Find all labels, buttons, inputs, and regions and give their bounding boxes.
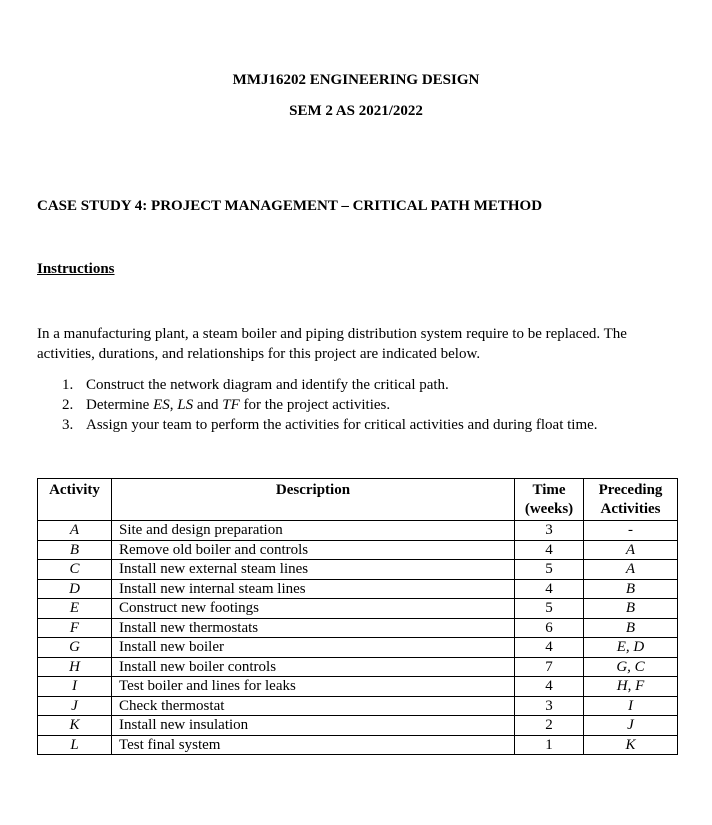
time-cell: 3: [515, 521, 584, 541]
task-item: [62, 395, 598, 415]
activity-cell: F: [38, 618, 112, 638]
activity-cell: D: [38, 579, 112, 599]
time-cell: 4: [515, 677, 584, 697]
header-time-line1: Time: [532, 482, 566, 498]
header-preceding-line1: Preceding: [598, 482, 663, 498]
description-cell: Install new boiler: [112, 638, 515, 658]
description-cell: Site and design preparation: [112, 521, 515, 541]
time-cell: 4: [515, 540, 584, 560]
preceding-cell: A: [584, 540, 678, 560]
table-row: [38, 579, 678, 599]
preceding-cell: I: [584, 696, 678, 716]
table-row: [38, 599, 678, 619]
activity-cell: C: [38, 560, 112, 580]
description-cell: Install new boiler controls: [112, 657, 515, 677]
description-cell: Install new insulation: [112, 716, 515, 736]
activity-cell: J: [38, 696, 112, 716]
table-row: [38, 677, 678, 697]
description-cell: Test boiler and lines for leaks: [112, 677, 515, 697]
preceding-cell: B: [584, 599, 678, 619]
activity-cell: H: [38, 657, 112, 677]
activity-cell: E: [38, 599, 112, 619]
time-cell: 6: [515, 618, 584, 638]
table-row: [38, 618, 678, 638]
term-ls: LS: [177, 397, 194, 413]
table-row: [38, 716, 678, 736]
description-cell: Construct new footings: [112, 599, 515, 619]
time-cell: 3: [515, 696, 584, 716]
semester-label: SEM 2 AS 2021/2022: [289, 103, 423, 119]
description-cell: Install new internal steam lines: [112, 579, 515, 599]
preceding-cell: B: [584, 618, 678, 638]
table-header-row: [38, 479, 678, 521]
task-text: Construct the network diagram and identify the critical path.: [86, 377, 449, 393]
task-number: 3.: [62, 417, 74, 433]
table-row: [38, 540, 678, 560]
time-cell: 2: [515, 716, 584, 736]
header-time: [515, 479, 584, 521]
header-preceding-line2: Activities: [600, 500, 661, 517]
intro-paragraph: In a manufacturing plant, a steam boiler and piping distribution system require to be replaced. The activities, durations, and relationships for this project are indicated below.: [37, 326, 627, 362]
time-cell: 5: [515, 560, 584, 580]
task-text-sep: and: [193, 397, 223, 413]
activity-cell: I: [38, 677, 112, 697]
case-study-title: CASE STUDY 4: PROJECT MANAGEMENT – CRITICAL PATH METHOD: [37, 198, 543, 214]
preceding-cell: A: [584, 560, 678, 580]
description-cell: Install new external steam lines: [112, 560, 515, 580]
table-body: [38, 521, 678, 755]
term-es: ES: [153, 397, 170, 413]
table-row: [38, 560, 678, 580]
task-text: [86, 395, 390, 415]
table-row: [38, 657, 678, 677]
task-text-sep: ,: [169, 397, 178, 413]
activity-cell: G: [38, 638, 112, 658]
description-cell: Remove old boiler and controls: [112, 540, 515, 560]
preceding-cell: B: [584, 579, 678, 599]
activity-cell: L: [38, 735, 112, 755]
preceding-cell: E, D: [584, 638, 678, 658]
time-cell: 1: [515, 735, 584, 755]
term-tf: TF: [222, 397, 240, 413]
time-cell: 7: [515, 657, 584, 677]
preceding-cell: -: [584, 521, 678, 541]
preceding-cell: K: [584, 735, 678, 755]
task-number: 2.: [62, 397, 74, 413]
table-row: [38, 521, 678, 541]
preceding-cell: H, F: [584, 677, 678, 697]
task-number: 1.: [62, 377, 74, 393]
description-cell: Test final system: [112, 735, 515, 755]
preceding-cell: G, C: [584, 657, 678, 677]
header-activity: Activity: [38, 479, 112, 521]
activities-table: [37, 478, 678, 755]
task-item: [62, 375, 598, 395]
time-cell: 4: [515, 579, 584, 599]
activity-cell: K: [38, 716, 112, 736]
task-text-pre: Determine: [86, 397, 154, 413]
table-row: [38, 638, 678, 658]
activity-cell: B: [38, 540, 112, 560]
header-description: Description: [112, 479, 515, 521]
time-cell: 4: [515, 638, 584, 658]
task-text-post: for the project activities.: [239, 397, 391, 413]
preceding-cell: J: [584, 716, 678, 736]
header-time-line2: (weeks): [524, 500, 574, 517]
header-preceding: [584, 479, 678, 521]
instructions-heading: Instructions: [37, 261, 115, 277]
time-cell: 5: [515, 599, 584, 619]
activity-cell: A: [38, 521, 112, 541]
table-row: [38, 735, 678, 755]
table-row: [38, 696, 678, 716]
description-cell: Check thermostat: [112, 696, 515, 716]
description-cell: Install new thermostats: [112, 618, 515, 638]
task-text: Assign your team to perform the activities for critical activities and during float time.: [86, 417, 598, 433]
task-list: [62, 375, 598, 435]
course-title: MMJ16202 ENGINEERING DESIGN: [232, 72, 480, 88]
task-item: [62, 415, 598, 435]
